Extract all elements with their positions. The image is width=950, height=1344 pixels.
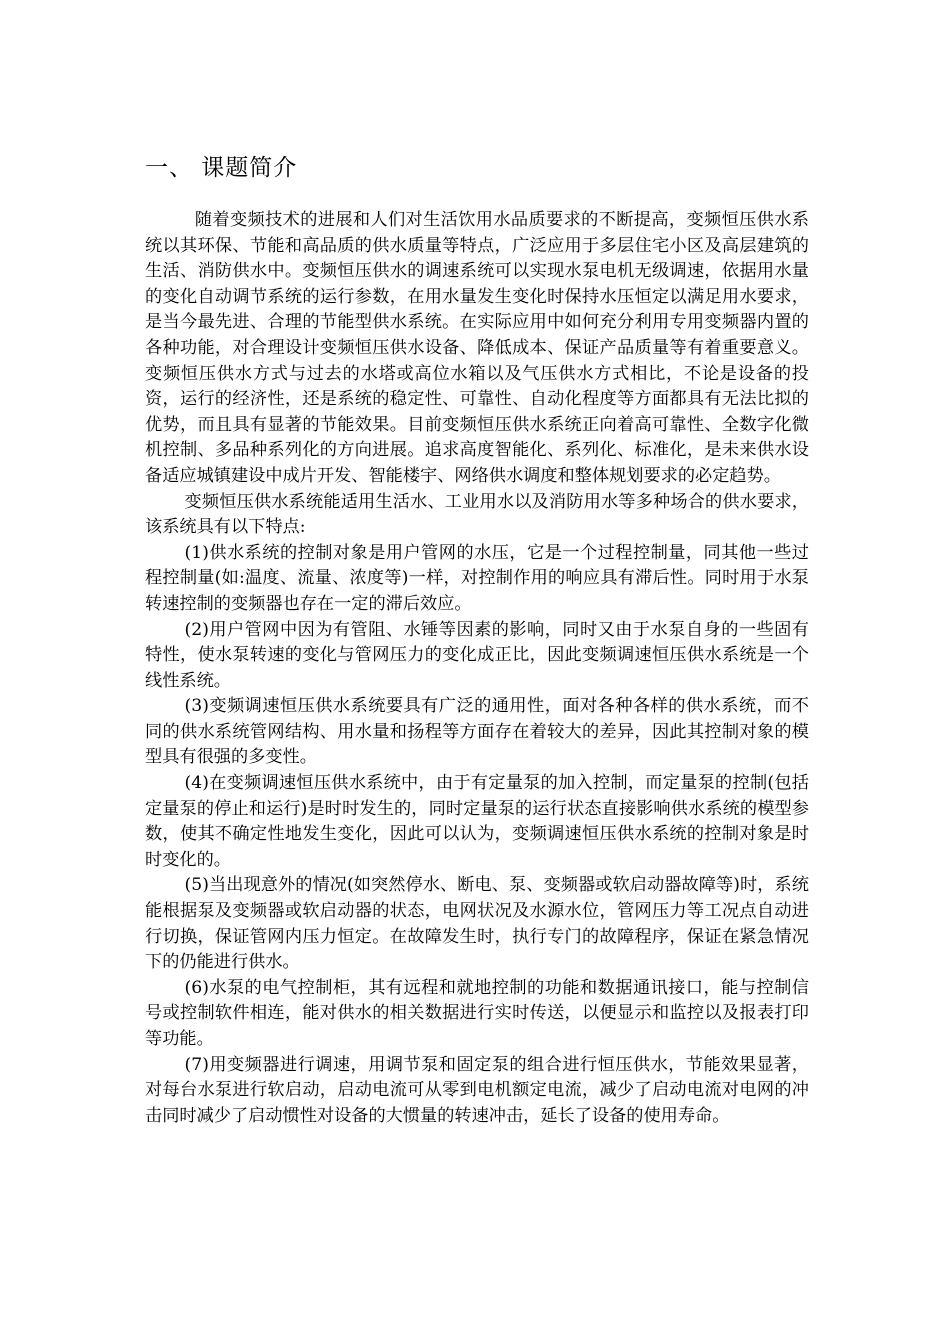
- paragraph-feature-7: (7)用变频器进行调速，用调节泵和固定泵的组合进行恒压供水，节能效果显著，对每台水泵进行软启动，启动电流可从零到电机额定电流，减少了启动电流对电网的冲击同时减少了启动惯性对设备的大惯量的转速冲击，延长了设备的使用寿命。: [145, 1054, 809, 1126]
- paragraph-feature-6: (6)水泵的电气控制柜，其有远程和就地控制的功能和数据通讯接口，能与控制信号或控制软件相连，能对供水的相关数据进行实时传送，以便显示和监控以及报表打印等功能。: [145, 977, 809, 1049]
- paragraph-feature-5: (5)当出现意外的情况(如突然停水、断电、泵、变频器或软启动器故障等)时，系统能根据泵及变频器或软启动器的状态，电网状况及水源水位，管网压力等工况点自动进行切换，保证管网内压力恒定。在故障发生时，执行专门的故障程序，保证在紧急情况下的仍能进行供水。: [145, 875, 809, 973]
- paragraph-feature-3: (3)变频调速恒压供水系统要具有广泛的通用性，面对各种各样的供水系统，而不同的供水系统管网结构、用水量和扬程等方面存在着较大的差异，因此其控制对象的模型具有很强的多变性。: [145, 696, 809, 768]
- paragraph-intro: 随着变频技术的进展和人们对生活饮用水品质要求的不断提高，变频恒压供水系统以其环保、节能和高品质的供水质量等特点，广泛应用于多层住宅小区及高层建筑的生活、消防供水中。变频恒压供水的调速系统可以实现水泵电机无级调速，依据用水量的变化自动调节系统的运行参数，在用水量发生变化时保持水压恒定以满足用水要求，是当今最先进、合理的节能型供水系统。在实际应用中如何充分利用专用变频器内置的各种功能，对合理设计变频恒压供水设备、降低成本、保证产品质量等有着重要意义。变频恒压供水方式与过去的水塔或高位水箱以及气压供水方式相比，不论是设备的投资，运行的经济性，还是系统的稳定性、可靠性、自动化程度等方面都具有无法比拟的优势，而且具有显著的节能效果。目前变频恒压供水系统正向着高可靠性、全数字化微机控制、多品种系列化的方向进展。追求高度智能化、系列化、标准化，是未来供水设备适应城镇建设中成片开发、智能楼宇、网络供水调度和整体规划要求的必定趋势。: [145, 210, 809, 486]
- paragraph-feature-4: (4)在变频调速恒压供水系统中，由于有定量泵的加入控制，而定量泵的控制(包括定量泵的停止和运行)是时时发生的，同时定量泵的运行状态直接影响供水系统的模型参数，使其不确定性地发生变化，因此可以认为，变频调速恒压供水系统的控制对象是时时变化的。: [145, 773, 809, 870]
- section-heading: 一、 课题简介: [145, 155, 298, 181]
- paragraph-feature-1: (1)供水系统的控制对象是用户管网的水压，它是一个过程控制量，同其他一些过程控制量(如:温度、流量、浓度等)一样，对控制作用的响应具有滞后性。同时用于水泵转速控制的变频器也存在一定的滞后效应。: [145, 542, 809, 614]
- body-text: [145, 208, 809, 1129]
- paragraph-feature-2: (2)用户管网中因为有管阻、水锤等因素的影响，同时又由于水泵自身的一些固有特性，使水泵转速的变化与管网压力的变化成正比，因此变频调速恒压供水系统是一个线性系统。: [145, 619, 809, 691]
- paragraph-features-intro: 变频恒压供水系统能适用生活水、工业用水以及消防用水等多种场合的供水要求，该系统具有以下特点:: [145, 491, 809, 538]
